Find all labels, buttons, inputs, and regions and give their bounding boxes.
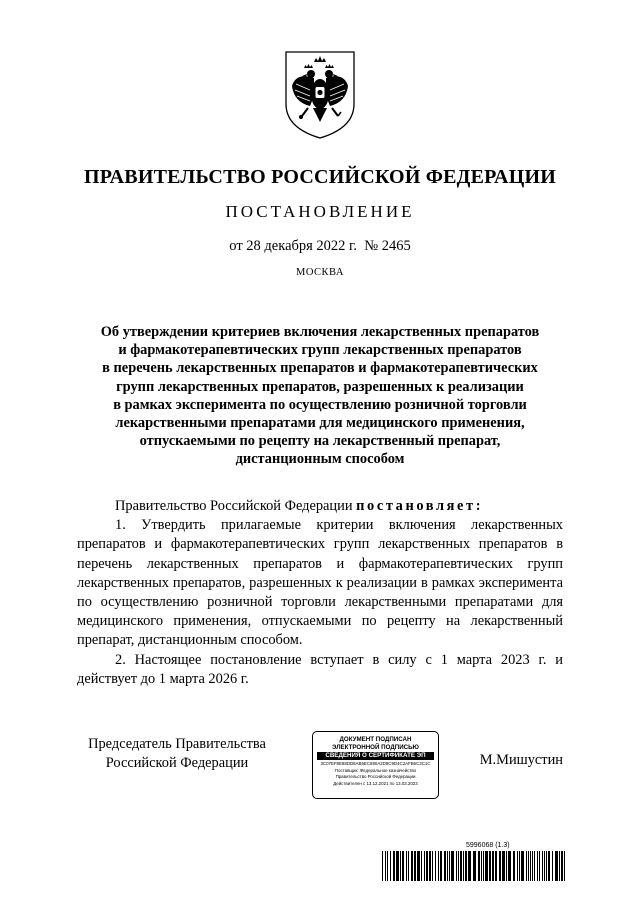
- subject-line: в перечень лекарственных препаратов и фармакотерапевтических: [102, 360, 538, 377]
- stamp-supplier: Поставщик: Федеральное казначейство: [334, 767, 417, 773]
- document-date-number: от 28 декабря 2022 г. № 2465: [229, 238, 411, 254]
- decree-intro: [77, 497, 563, 516]
- item-1: 1. Утвердить прилагаемые критерии включения лекарственных препаратов и фармакотерапевтических групп лекарственных препаратов в перечень лекарственных препаратов и фармакотерапевтических групп лекарственных препаратов, разрешенных к реализации в рамках эксперимента по осуществлению розничной торговли лекарственными препаратами для медицинского применения, отпускаемыми по рецепту на лекарственный препарат, дистанционным способом.: [77, 517, 563, 649]
- subject-line: и фармакотерапевтических групп лекарственных препаратов: [118, 342, 522, 359]
- document-body: [77, 497, 563, 689]
- position-line: Российской Федерации: [105, 754, 249, 771]
- subject-line: Об утверждении критериев включения лекарственных препаратов: [100, 324, 540, 340]
- government-title: ПРАВИТЕЛЬСТВО РОССИЙСКОЙ ФЕДЕРАЦИИ: [84, 166, 556, 188]
- document-type: ПОСТАНОВЛЕНИЕ: [225, 202, 415, 221]
- intro-text: Правительство Российской Федерации: [115, 498, 353, 514]
- decree-word: постановляет:: [356, 498, 484, 514]
- subject-line: групп лекарственных препаратов, разрешенных к реализации: [116, 378, 524, 395]
- stamp-owner: Правительство Российской Федерации: [335, 774, 416, 780]
- barcode-image: [382, 851, 566, 881]
- stamp-certificate-bar: СВЕДЕНИЯ О СЕРТИФИКАТЕ ЭП: [317, 752, 434, 760]
- subject-line: в рамках эксперимента по осуществлению розничной торговли: [113, 396, 527, 413]
- electronic-signature-stamp: [312, 731, 439, 799]
- item-2: 2. Настоящее постановление вступает в силу с 1 марта 2023 г. и действует до 1 марта 2026 г.: [77, 651, 563, 687]
- stamp-line: ЭЛЕКТРОННОЙ ПОДПИСЬЮ: [332, 743, 419, 751]
- position-line: Председатель Правительства: [88, 736, 266, 752]
- stamp-validity: Действителен с 13.12.2021 по 13.03.2023: [333, 780, 418, 786]
- coat-of-arms-emblem: [280, 46, 360, 142]
- signatory-position: [77, 735, 277, 772]
- subject-line: дистанционным способом: [235, 451, 405, 468]
- signatory-name: М.Мишустин: [479, 752, 563, 768]
- stamp-serial: 3C07EF8E88DD8AB6EC880A2D9C9D4C2AFB6C3C1C: [320, 761, 431, 766]
- document-subject: [70, 323, 570, 469]
- barcode-number: 5996068 (1.3): [466, 842, 510, 849]
- stamp-line: ДОКУМЕНТ ПОДПИСАН: [339, 736, 412, 743]
- document-city: МОСКВА: [296, 267, 344, 278]
- subject-line: лекарственными препаратами для медицинского применения,: [115, 415, 525, 432]
- subject-line: отпускаемыми по рецепту на лекарственный препарат,: [139, 433, 501, 450]
